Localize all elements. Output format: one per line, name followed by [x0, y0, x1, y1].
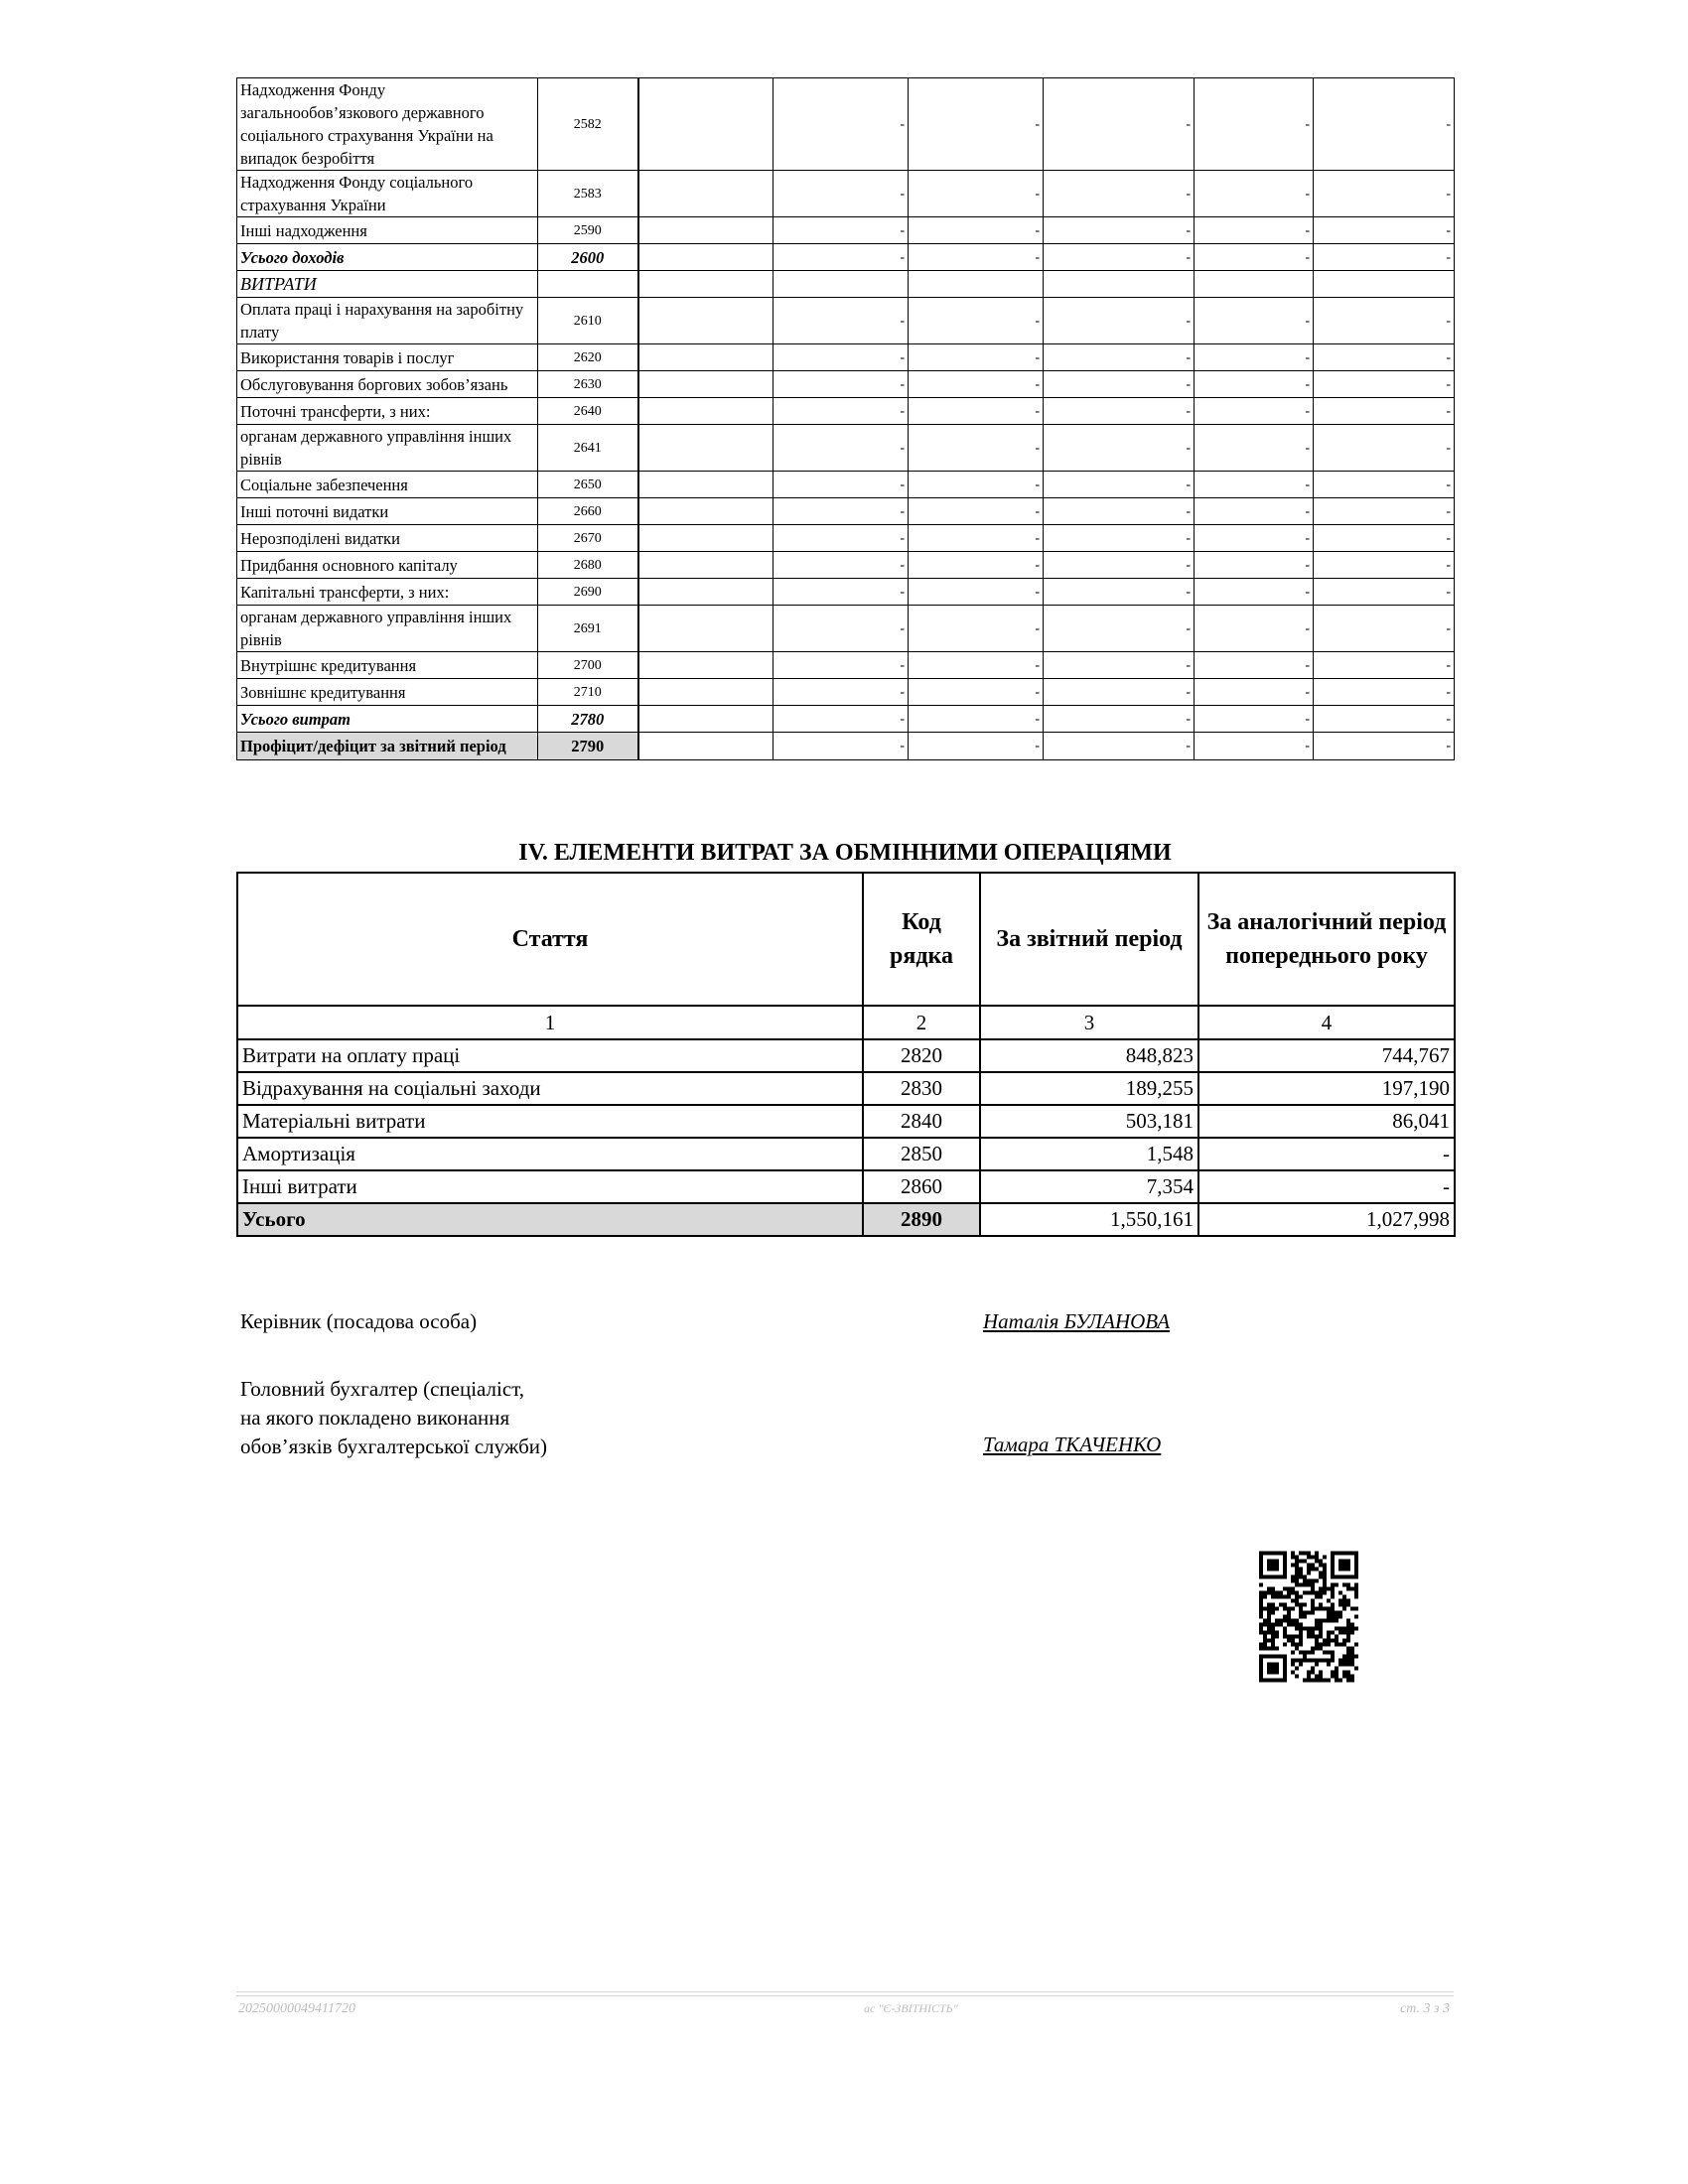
row-code: 2860 [863, 1170, 980, 1203]
row-value: - [1314, 606, 1455, 652]
row-value: - [774, 525, 909, 552]
table-row [237, 217, 1455, 244]
row-value [638, 652, 774, 679]
row-value [638, 706, 774, 733]
row-value [774, 271, 909, 298]
row-code [538, 271, 638, 298]
row-value: - [1314, 78, 1455, 171]
row-code: 2600 [538, 244, 638, 271]
row-value: - [909, 652, 1044, 679]
row-value [1314, 271, 1455, 298]
row-value: - [1044, 606, 1195, 652]
row-value: - [774, 344, 909, 371]
table-row [237, 525, 1455, 552]
table-row [237, 652, 1455, 679]
row-value: - [774, 679, 909, 706]
row-value [638, 78, 774, 171]
row-name: Витрати на оплату праці [237, 1039, 863, 1072]
row-code: 2690 [538, 579, 638, 606]
row-value: - [774, 472, 909, 498]
row-code: 2650 [538, 472, 638, 498]
table-row [237, 498, 1455, 525]
row-value [638, 398, 774, 425]
row-value: - [774, 552, 909, 579]
header-previous-period: За аналогічний період попереднього року [1198, 873, 1455, 1006]
table-row [237, 298, 1455, 344]
income-expense-table-body [237, 78, 1455, 760]
row-name: Відрахування на соціальні заходи [237, 1072, 863, 1105]
row-value: - [1314, 298, 1455, 344]
row-value: - [1314, 579, 1455, 606]
row-value: - [1314, 652, 1455, 679]
row-value: - [909, 579, 1044, 606]
row-value [638, 579, 774, 606]
footer-doc-id: 20250000049411720 [238, 2001, 355, 2016]
row-code: 2790 [538, 733, 638, 760]
column-number: 3 [980, 1006, 1198, 1039]
total-code: 2890 [863, 1203, 980, 1236]
row-value: - [774, 652, 909, 679]
row-value: - [1314, 425, 1455, 472]
row-current: 848,823 [980, 1039, 1198, 1072]
exchange-expenses-table-body [237, 1006, 1455, 1236]
row-value: - [1195, 679, 1314, 706]
row-value: - [1195, 425, 1314, 472]
row-value: - [1195, 171, 1314, 217]
column-number: 2 [863, 1006, 980, 1039]
row-label: Використання товарів і послуг [237, 344, 538, 371]
row-value: - [1195, 525, 1314, 552]
row-value: - [909, 706, 1044, 733]
row-value: - [1044, 298, 1195, 344]
row-value: - [1314, 552, 1455, 579]
row-value: - [774, 706, 909, 733]
row-value [638, 733, 774, 760]
row-label: Профіцит/дефіцит за звітний період [237, 733, 538, 760]
table-row [237, 1072, 1455, 1105]
row-value: - [1195, 498, 1314, 525]
table-row [237, 606, 1455, 652]
row-value: - [909, 398, 1044, 425]
table-header-row [237, 873, 1455, 1006]
row-code: 2850 [863, 1138, 980, 1170]
accountant-label-line: Головний бухгалтер (спеціаліст, [240, 1377, 525, 1401]
row-value: - [1044, 371, 1195, 398]
row-value: - [774, 606, 909, 652]
table-row [237, 1105, 1455, 1138]
row-previous: - [1198, 1138, 1455, 1170]
row-label: Надходження Фонду загальнообов’язкового державного соціального страхування України на випадок безробіття [237, 78, 538, 171]
row-value: - [1044, 579, 1195, 606]
head-signature-label: Керівник (посадова особа) [240, 1309, 478, 1333]
row-value: - [1314, 525, 1455, 552]
row-label: Обслуговування боргових зобов’язань [237, 371, 538, 398]
footer-divider [236, 1995, 1454, 1996]
row-value [1195, 271, 1314, 298]
exchange-expenses-table [236, 872, 1456, 1237]
row-code: 2670 [538, 525, 638, 552]
table-row [237, 1039, 1455, 1072]
row-value: - [774, 733, 909, 760]
row-value: - [909, 679, 1044, 706]
row-label: Поточні трансферти, з них: [237, 398, 538, 425]
row-value [638, 244, 774, 271]
row-value: - [1195, 398, 1314, 425]
row-value: - [774, 579, 909, 606]
row-label: Капітальні трансферти, з них: [237, 579, 538, 606]
row-value: - [909, 298, 1044, 344]
row-label: Внутрішнє кредитування [237, 652, 538, 679]
table-row [237, 706, 1455, 733]
row-value: - [774, 217, 909, 244]
row-value: - [1195, 579, 1314, 606]
table-row [237, 398, 1455, 425]
row-value: - [1314, 371, 1455, 398]
row-code: 2691 [538, 606, 638, 652]
row-value: - [1195, 733, 1314, 760]
row-value: - [774, 171, 909, 217]
row-previous: 197,190 [1198, 1072, 1455, 1105]
row-value: - [1195, 652, 1314, 679]
row-label: Усього доходів [237, 244, 538, 271]
row-name: Амортизація [237, 1138, 863, 1170]
row-value: - [909, 371, 1044, 398]
accountant-signature-name: Тамара ТКАЧЕНКО [983, 1433, 1162, 1456]
row-value [638, 606, 774, 652]
row-label: Усього витрат [237, 706, 538, 733]
row-value: - [1044, 171, 1195, 217]
row-code: 2820 [863, 1039, 980, 1072]
row-label: Нерозподілені видатки [237, 525, 538, 552]
column-number: 4 [1198, 1006, 1455, 1039]
row-value: - [1314, 244, 1455, 271]
header-current-period: За звітний період [980, 873, 1198, 1006]
table-row [237, 472, 1455, 498]
row-value: - [1044, 78, 1195, 171]
table-row [237, 171, 1455, 217]
accountant-signature-label [240, 1375, 547, 1461]
table-row [237, 344, 1455, 371]
section-iv-title: IV. ЕЛЕМЕНТИ ВИТРАТ ЗА ОБМІННИМИ ОПЕРАЦІЯМИ [518, 840, 1172, 866]
row-code: 2840 [863, 1105, 980, 1138]
table-row [237, 679, 1455, 706]
row-value [1044, 271, 1195, 298]
row-code: 2780 [538, 706, 638, 733]
row-label: органам державного управління інших рівнів [237, 425, 538, 472]
total-name: Усього [237, 1203, 863, 1236]
row-value: - [774, 78, 909, 171]
row-value: - [909, 472, 1044, 498]
row-value: - [909, 78, 1044, 171]
table-row [237, 425, 1455, 472]
row-value: - [1044, 525, 1195, 552]
row-value: - [1314, 171, 1455, 217]
row-value [638, 525, 774, 552]
row-value: - [1195, 371, 1314, 398]
row-value: - [909, 344, 1044, 371]
row-value: - [774, 398, 909, 425]
row-value: - [909, 606, 1044, 652]
row-name: Інші витрати [237, 1170, 863, 1203]
row-value: - [1044, 425, 1195, 472]
table-row [237, 244, 1455, 271]
row-name: Матеріальні витрати [237, 1105, 863, 1138]
row-code: 2630 [538, 371, 638, 398]
row-code: 2680 [538, 552, 638, 579]
row-code: 2640 [538, 398, 638, 425]
accountant-label-line: на якого покладено виконання [240, 1406, 510, 1430]
row-value: - [1195, 298, 1314, 344]
table-row [237, 552, 1455, 579]
row-value: - [1314, 679, 1455, 706]
total-previous: 1,027,998 [1198, 1203, 1455, 1236]
total-current: 1,550,161 [980, 1203, 1198, 1236]
row-value: - [1044, 344, 1195, 371]
row-value: - [1195, 244, 1314, 271]
row-value: - [774, 498, 909, 525]
row-label: Надходження Фонду соціального страхування України [237, 171, 538, 217]
row-value: - [909, 244, 1044, 271]
row-code: 2620 [538, 344, 638, 371]
row-value: - [1314, 344, 1455, 371]
row-value: - [1044, 679, 1195, 706]
qr-code-icon [1259, 1550, 1358, 1684]
row-value: - [1044, 472, 1195, 498]
row-value: - [774, 425, 909, 472]
row-value: - [909, 171, 1044, 217]
row-value: - [1044, 217, 1195, 244]
row-code: 2590 [538, 217, 638, 244]
row-value: - [1044, 244, 1195, 271]
row-code: 2660 [538, 498, 638, 525]
row-value: - [909, 498, 1044, 525]
row-previous: - [1198, 1170, 1455, 1203]
row-value: - [909, 425, 1044, 472]
table-row [237, 371, 1455, 398]
row-value: - [774, 244, 909, 271]
row-label: Придбання основного капіталу [237, 552, 538, 579]
row-value [638, 472, 774, 498]
table-row [237, 733, 1455, 760]
row-value: - [1314, 398, 1455, 425]
head-signature-name: Наталія БУЛАНОВА [983, 1309, 1171, 1333]
row-label: ВИТРАТИ [237, 271, 538, 298]
row-current: 7,354 [980, 1170, 1198, 1203]
table-row [237, 1170, 1455, 1203]
row-value: - [774, 298, 909, 344]
row-value: - [1044, 706, 1195, 733]
row-label: Зовнішнє кредитування [237, 679, 538, 706]
row-value: - [1195, 706, 1314, 733]
row-value [638, 298, 774, 344]
row-label: Інші надходження [237, 217, 538, 244]
row-value: - [1314, 733, 1455, 760]
row-label: Інші поточні видатки [237, 498, 538, 525]
row-value: - [909, 525, 1044, 552]
row-current: 1,548 [980, 1138, 1198, 1170]
row-value [638, 371, 774, 398]
table-row [237, 1138, 1455, 1170]
row-value [638, 425, 774, 472]
table-row [237, 78, 1455, 171]
table-row [237, 579, 1455, 606]
header-code: Код рядка [863, 873, 980, 1006]
row-value: - [1044, 733, 1195, 760]
column-numbers-row [237, 1006, 1455, 1039]
row-value [909, 271, 1044, 298]
row-value [638, 679, 774, 706]
row-code: 2582 [538, 78, 638, 171]
row-value: - [1314, 498, 1455, 525]
header-article: Стаття [237, 873, 863, 1006]
row-code: 2700 [538, 652, 638, 679]
row-code: 2830 [863, 1072, 980, 1105]
row-value: - [1195, 217, 1314, 244]
row-previous: 86,041 [1198, 1105, 1455, 1138]
row-value: - [1314, 706, 1455, 733]
row-label: органам державного управління інших рівнів [237, 606, 538, 652]
row-value: - [1314, 472, 1455, 498]
row-code: 2641 [538, 425, 638, 472]
row-value: - [1195, 472, 1314, 498]
row-value [638, 271, 774, 298]
total-row [237, 1203, 1455, 1236]
row-current: 189,255 [980, 1072, 1198, 1105]
row-label: Оплата праці і нарахування на заробітну плату [237, 298, 538, 344]
row-value: - [774, 371, 909, 398]
row-code: 2583 [538, 171, 638, 217]
row-value: - [1195, 552, 1314, 579]
row-value: - [1044, 552, 1195, 579]
row-value [638, 552, 774, 579]
row-code: 2710 [538, 679, 638, 706]
income-expense-table [236, 77, 1455, 760]
column-number: 1 [237, 1006, 863, 1039]
footer-divider [236, 1991, 1454, 1992]
row-value: - [1195, 344, 1314, 371]
row-value: - [1044, 498, 1195, 525]
accountant-label-line: обов’язків бухгалтерської служби) [240, 1434, 548, 1458]
row-value: - [909, 733, 1044, 760]
table-row [237, 271, 1455, 298]
row-value [638, 171, 774, 217]
row-current: 503,181 [980, 1105, 1198, 1138]
row-code: 2610 [538, 298, 638, 344]
row-value: - [909, 552, 1044, 579]
row-value [638, 217, 774, 244]
row-value: - [909, 217, 1044, 244]
row-value: - [1314, 217, 1455, 244]
row-value: - [1044, 652, 1195, 679]
row-value: - [1195, 606, 1314, 652]
row-label: Соціальне забезпечення [237, 472, 538, 498]
row-previous: 744,767 [1198, 1039, 1455, 1072]
row-value: - [1044, 398, 1195, 425]
row-value [638, 344, 774, 371]
footer-service: ас "Є-ЗВІТНІСТЬ" [864, 2001, 958, 2015]
footer-page-number: ст. 3 з 3 [1400, 2001, 1450, 2016]
row-value [638, 498, 774, 525]
row-value: - [1195, 78, 1314, 171]
